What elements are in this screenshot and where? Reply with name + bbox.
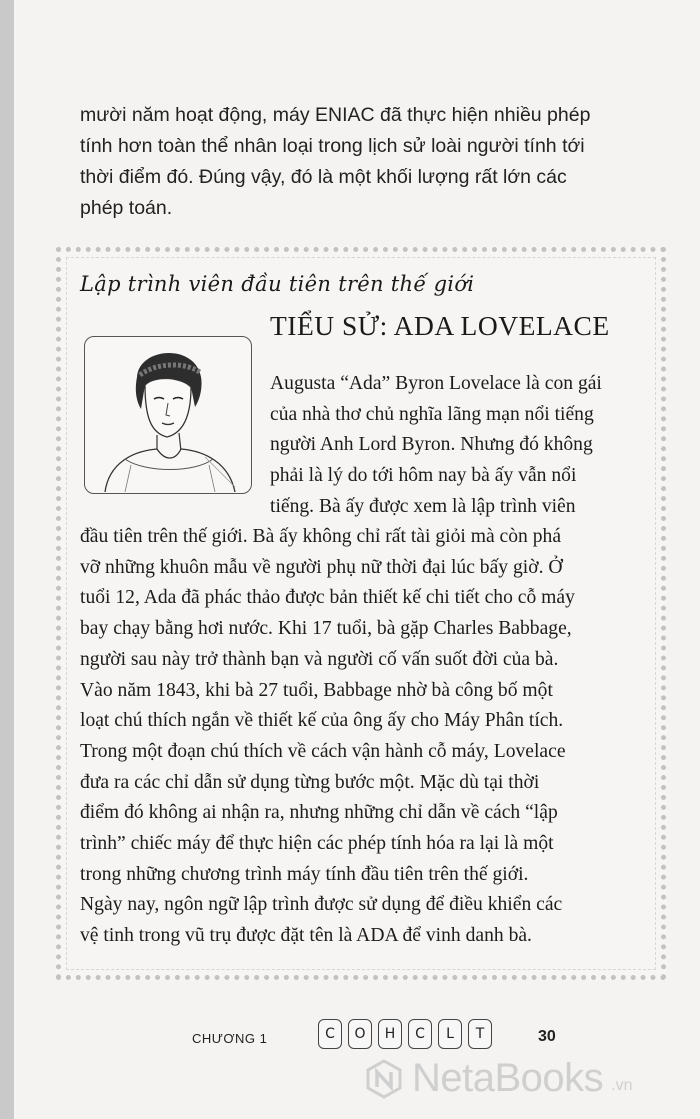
intro-line: thời điểm đó. Đúng vậy, đó là một khối lượng rất lớn các [80, 166, 567, 188]
footer-keycap-row [318, 1019, 492, 1049]
bio-line: đưa ra các chỉ dẫn sử dụng từng bước một. Mặc dù tại thời [80, 771, 540, 793]
bio-line: người Anh Lord Byron. Nhưng đó không [270, 434, 593, 456]
bio-line: trình” chiếc máy để thực hiện các phép tính hóa ra lại là một [80, 833, 554, 855]
keycap-icon: C [408, 1019, 432, 1049]
intro-line: tính hơn toàn thể nhân loại trong lịch sử loài người tính tới [80, 135, 585, 157]
bio-line: điểm đó không ai nhận ra, nhưng những chỉ dẫn về cách “lập [80, 802, 558, 824]
ada-lovelace-portrait [84, 336, 252, 494]
bio-line: loạt chú thích ngắn về thiết kế của ông ấy cho Máy Phân tích. [80, 710, 564, 732]
keycap-icon: O [348, 1019, 372, 1049]
biography-text-body [80, 522, 655, 952]
biography-title: TIỂU SỬ: ADA LOVELACE [270, 310, 610, 341]
intro-paragraph [80, 100, 640, 224]
book-spine-edge [0, 0, 14, 1119]
keycap-icon: H [378, 1019, 402, 1049]
bio-line: đầu tiên trên thế giới. Bà ấy không chỉ rất tài giỏi mà còn phá [80, 526, 562, 547]
bio-line: bay chạy bằng hơi nước. Khi 17 tuổi, bà gặp Charles Babbage, [80, 618, 572, 640]
portrait-illustration [85, 337, 250, 492]
bio-line: Ngày nay, ngôn ngữ lập trình được sử dụng để điều khiển các [80, 894, 563, 916]
keycap-icon: C [318, 1019, 342, 1049]
bio-line: Augusta “Ada” Byron Lovelace là con gái [270, 373, 602, 394]
watermark-suffix: .vn [611, 1076, 633, 1094]
keycap-icon: T [468, 1019, 492, 1049]
bio-line: phải là lý do tới hôm nay bà ấy vẫn nổi [270, 465, 577, 487]
intro-line: phép toán. [80, 197, 173, 219]
biography-text-lead [270, 369, 642, 523]
watermark-text: NetaBooks [412, 1056, 604, 1100]
sidebar-heading: Lập trình viên đầu tiên trên thế giới [80, 272, 475, 296]
bio-line: tiếng. Bà ấy được xem là lập trình viên [270, 495, 576, 517]
keycap-icon: L [438, 1019, 462, 1049]
watermark [364, 1056, 633, 1101]
bio-line: Vào năm 1843, khi bà 27 tuổi, Babbage nhờ bà công bố một [80, 679, 553, 701]
bio-line: trong những chương trình máy tính đầu tiên trên thế giới. [80, 863, 529, 885]
page-number: 30 [538, 1028, 556, 1045]
footer-chapter-label: CHƯƠNG 1 [192, 1031, 268, 1046]
bio-line: vệ tinh trong vũ trụ được đặt tên là ADA để vinh danh bà. [80, 925, 532, 947]
netabooks-logo-icon [364, 1059, 404, 1099]
bio-line: tuổi 12, Ada đã phác thảo được bản thiết kế chi tiết cho cỗ máy [80, 587, 575, 609]
bio-line: của nhà thơ chủ nghĩa lãng mạn nổi tiếng [270, 403, 594, 425]
bio-line: Trong một đoạn chú thích về cách vận hành cỗ máy, Lovelace [80, 740, 566, 762]
intro-line: mười năm hoạt động, máy ENIAC đã thực hiện nhiều phép [80, 104, 591, 126]
bio-line: người sau này trở thành bạn và người cố vấn suốt đời của bà. [80, 648, 559, 670]
bio-line: vỡ những khuôn mẫu về người phụ nữ thời đại lúc bấy giờ. Ở [80, 556, 563, 578]
